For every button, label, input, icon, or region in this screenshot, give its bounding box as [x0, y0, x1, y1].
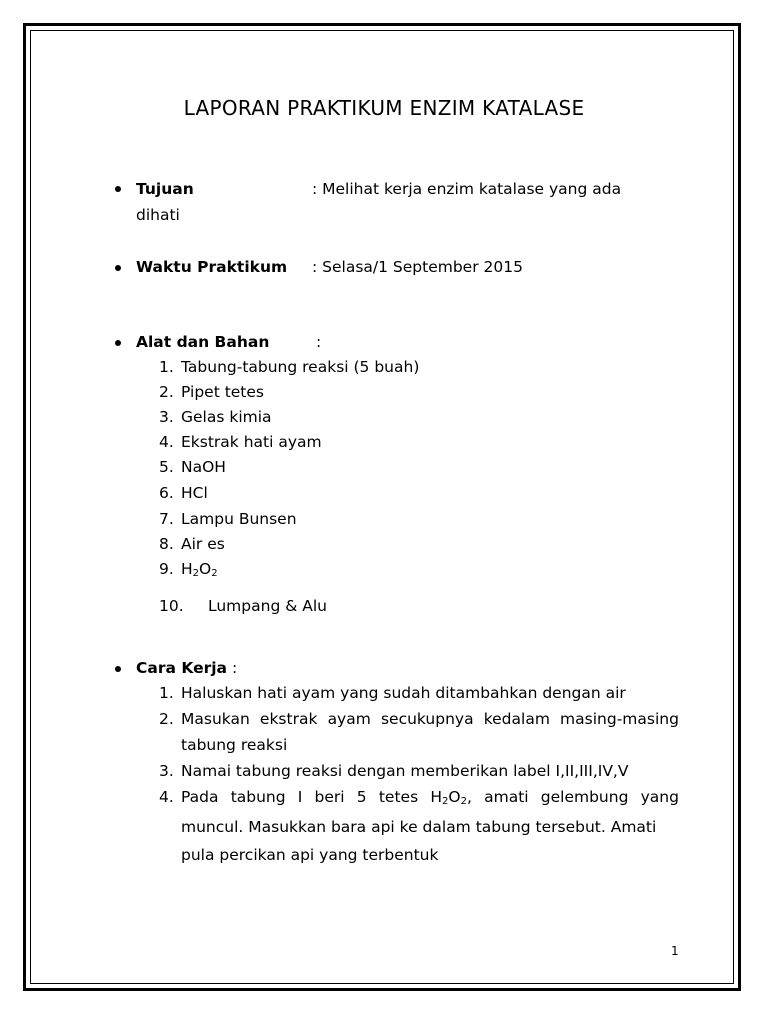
list-item-number: 5.: [159, 458, 174, 476]
page-number: 1: [671, 944, 679, 958]
word: ayam: [327, 710, 371, 728]
word: ekstrak: [259, 710, 318, 728]
list-item: Air es: [181, 535, 225, 553]
step-number: 2.: [159, 710, 174, 728]
bullet-icon: [115, 186, 121, 192]
step-text-justified: [181, 788, 679, 807]
cara-colon: :: [227, 659, 238, 677]
bullet-icon: [115, 340, 121, 346]
step-text: tabung reaksi: [181, 736, 288, 754]
chem-sub: 2: [442, 796, 449, 807]
step-text-justified: [181, 710, 679, 728]
bullet-icon: [115, 265, 121, 271]
waktu-label: Waktu Praktikum: [136, 258, 288, 276]
chem-sub: 2: [211, 568, 218, 579]
word: gelembung: [540, 788, 629, 806]
list-item: Pipet tetes: [181, 383, 264, 401]
page-border-inner: [30, 30, 734, 984]
list-item-number: 8.: [159, 535, 174, 553]
list-item-number: 9.: [159, 560, 174, 578]
chem-h2o2: [430, 788, 472, 807]
word: tabung: [230, 788, 286, 806]
list-item-number: 3.: [159, 408, 174, 426]
word: Masukan: [181, 710, 250, 728]
bullet-icon: [115, 666, 121, 672]
list-item: NaOH: [181, 458, 226, 476]
word: amati: [484, 788, 529, 806]
word: kedalam: [483, 710, 550, 728]
step-text: pula percikan api yang terbentuk: [181, 846, 439, 864]
tujuan-label: Tujuan: [136, 180, 194, 198]
list-item-h2o2: [181, 560, 218, 579]
step-number: 1.: [159, 684, 174, 702]
chem-h: H: [430, 788, 443, 806]
step-text: Namai tabung reaksi dengan memberikan label I,II,III,IV,V: [181, 762, 629, 780]
word: 5: [356, 788, 367, 806]
step-text: Haluskan hati ayam yang sudah ditambahkan dengan air: [181, 684, 626, 702]
step-text: muncul. Masukkan bara api ke dalam tabung tersebut. Amati: [181, 818, 657, 836]
step-number: 4.: [159, 788, 174, 806]
chem-sub: 2: [192, 568, 200, 579]
chem-h: H: [181, 560, 193, 578]
tujuan-value: : Melihat kerja enzim katalase yang ada: [312, 180, 622, 198]
word: secukupnya: [380, 710, 474, 728]
alat-colon: :: [316, 333, 322, 351]
list-item-number: 7.: [159, 510, 174, 528]
word: Pada: [181, 788, 219, 806]
list-item: Ekstrak hati ayam: [181, 433, 322, 451]
list-item-number: 2.: [159, 383, 174, 401]
word: tetes: [378, 788, 419, 806]
list-item-number: 1.: [159, 358, 174, 376]
list-item: Lumpang & Alu: [208, 597, 327, 615]
chem-o: O: [199, 560, 212, 578]
word: beri: [314, 788, 345, 806]
word: masing-masing: [560, 710, 679, 728]
chem-sub: 2: [460, 796, 467, 807]
step-number: 3.: [159, 762, 174, 780]
list-item-number: 6.: [159, 484, 174, 502]
word: ,: [466, 788, 472, 806]
waktu-value: : Selasa/1 September 2015: [312, 258, 523, 276]
chem-o: O: [448, 788, 461, 806]
alat-label: Alat dan Bahan: [136, 333, 270, 351]
cara-heading: [136, 659, 237, 677]
list-item: Tabung-tabung reaksi (5 buah): [181, 358, 420, 376]
list-item-number: 10.: [159, 597, 184, 615]
cara-label: Cara Kerja: [136, 659, 228, 677]
word: I: [297, 788, 303, 806]
list-item: HCl: [181, 484, 208, 502]
document-title: LAPORAN PRAKTIKUM ENZIM KATALASE: [183, 96, 585, 120]
word: yang: [640, 788, 679, 806]
list-item: Gelas kimia: [181, 408, 272, 426]
list-item-number: 4.: [159, 433, 174, 451]
tujuan-continuation: dihati: [136, 206, 180, 224]
list-item: Lampu Bunsen: [181, 510, 297, 528]
